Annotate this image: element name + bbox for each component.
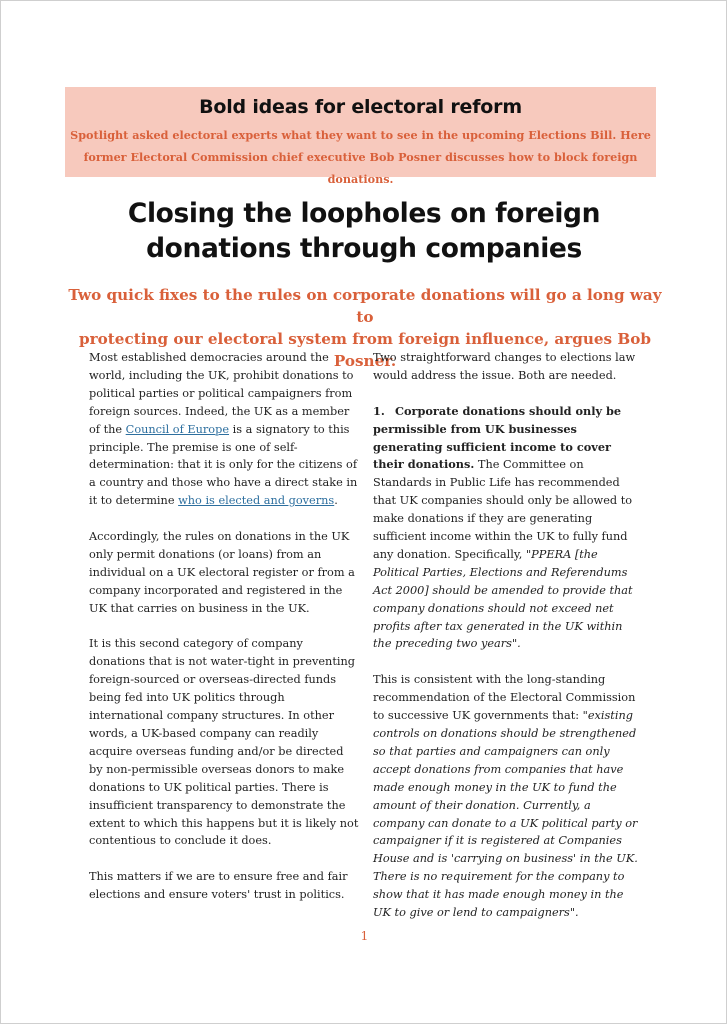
headline-line: donations through companies bbox=[146, 233, 582, 264]
standfirst-line: Two quick fixes to the rules on corporate donations will go a long way to bbox=[68, 286, 662, 326]
banner-subtitle-line: former Electoral Commission chief executive Bob Posner discusses how to block foreign donations. bbox=[83, 150, 638, 186]
paragraph-text: is a signatory to this principle. The premise is one of self-determination: that it is only for the citizens of a country and those who have a direct stake in it to determine bbox=[89, 422, 358, 508]
right-column bbox=[373, 349, 641, 940]
paragraph bbox=[373, 671, 641, 922]
paragraph-quote: "existing controls on donations should be strengthened so that parties and campaigners can only accept donations from companies that have made enough money in the UK to fund the amount of their donation. Currently, a company can donate to a UK political party or campaigner if it is registered at Companies House and is 'carrying on business' in the UK. There is no requirement for the company to show that it has made enough money in the UK to give or lend to campaigners". bbox=[373, 709, 638, 920]
banner-title: Bold ideas for electoral reform bbox=[199, 96, 522, 118]
page-number: 1 bbox=[360, 929, 369, 943]
paragraph-text: Most established democracies around the world, including the UK, prohibit donations to political parties or political campaigners from foreign sources. Indeed, the UK as a member of the bbox=[89, 351, 354, 436]
item-heading: Corporate donations should only be permissible from UK businesses generating sufficient income to cover their donations. bbox=[373, 403, 622, 472]
paragraph-text: This is consistent with the long-standing recommendation of the Electoral Commission to successive UK governments that: bbox=[373, 673, 636, 723]
headline-line: Closing the loopholes on foreign bbox=[127, 198, 601, 229]
item-body: The Committee on Standards in Public Life has recommended that UK companies should only be allowed to make donations if they are generating sufficient income within the UK to fully fund any donation. Specifically, bbox=[373, 458, 633, 561]
paragraph bbox=[89, 349, 359, 510]
standfirst-line: protecting our electoral system from foreign influence, argues Bob Posner. bbox=[79, 330, 651, 370]
item-number: 1. bbox=[373, 403, 385, 418]
article-headline bbox=[65, 196, 663, 266]
left-column bbox=[89, 349, 359, 922]
banner-subtitle-line: Spotlight asked electoral experts what they want to see in the upcoming Elections Bill. Here bbox=[70, 128, 651, 142]
council-of-europe-link[interactable]: Council of Europe bbox=[125, 422, 230, 436]
paragraph: This matters if we are to ensure free and fair elections and ensure voters' trust in politics. bbox=[89, 870, 348, 902]
paragraph: It is this second category of company donations that is not water-tight in preventing foreign-sourced or overseas-directed funds being fed into UK politics through international company structures. In other words, a UK-based company can readily acquire overseas funding and/or be directed by non-permissible overseas donors to make donations to UK political parties. There is insufficient transparency to demonstrate the extent to which this happens but it is likely not contentious to conclude it does. bbox=[89, 637, 359, 848]
paragraph: Two straightforward changes to elections law would address the issue. Both are needed. bbox=[373, 351, 636, 382]
paragraph-text: . bbox=[334, 494, 338, 508]
who-is-elected-link[interactable]: who is elected and governs bbox=[178, 494, 335, 508]
paragraph: Accordingly, the rules on donations in the UK only permit donations (or loans) from an individual on a UK electoral register or from a company incorporated and registered in the UK that carries on business in the UK. bbox=[89, 530, 355, 615]
numbered-item bbox=[373, 403, 641, 654]
banner-subtitle bbox=[65, 124, 656, 190]
item-quote: "PPERA [the Political Parties, Elections and Referendums Act 2000] should be amended to provide that company donations should not exceed net profits after tax generated in the UK within the preceding two years". bbox=[373, 547, 633, 651]
series-banner bbox=[65, 87, 656, 186]
